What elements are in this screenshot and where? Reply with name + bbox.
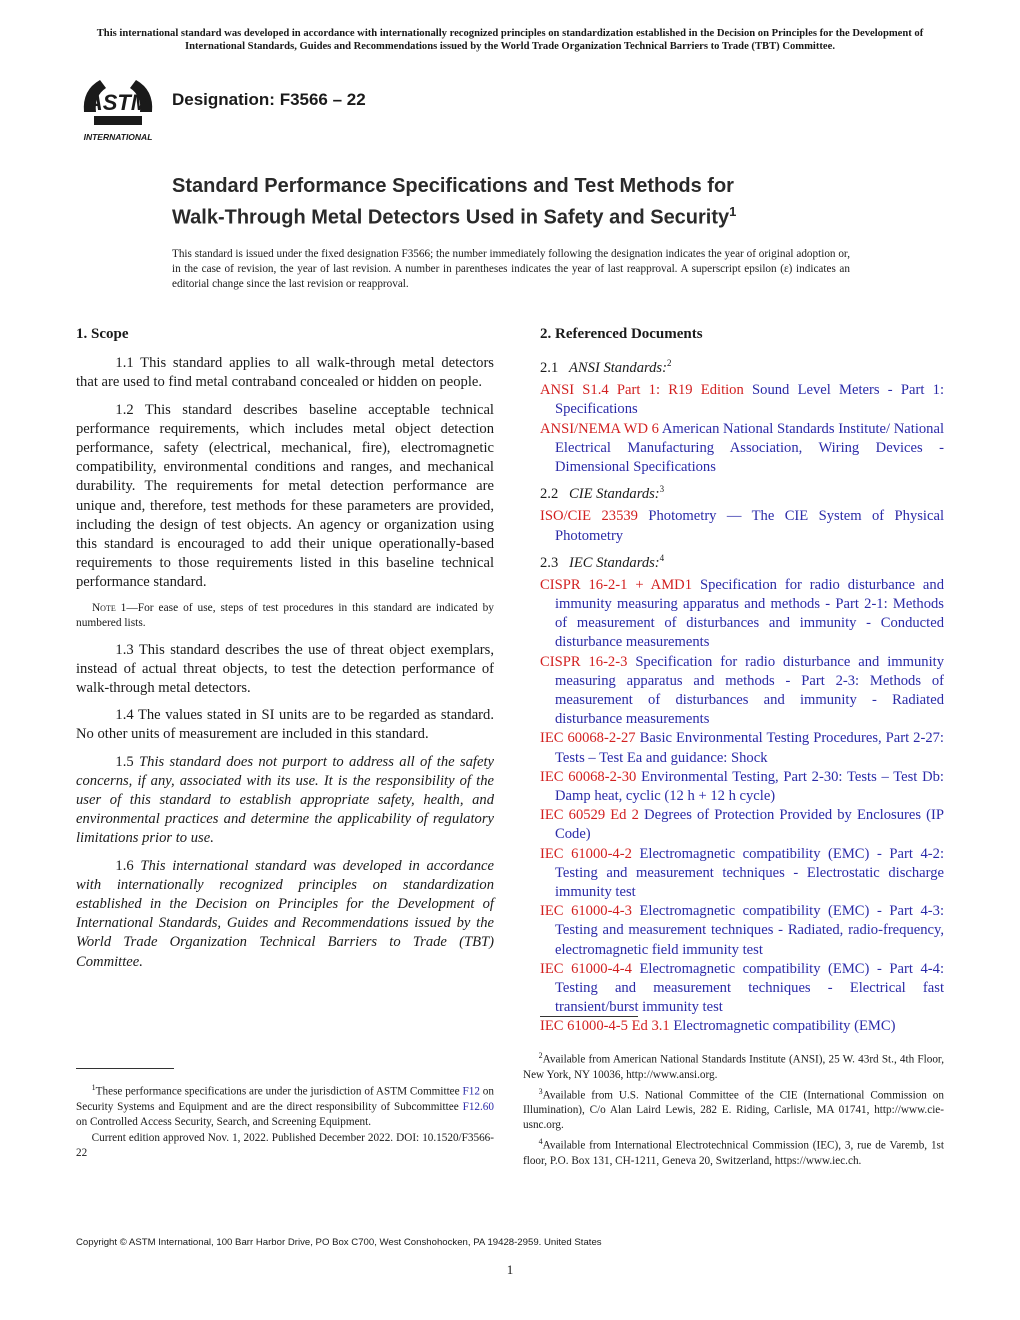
- reference-title-link[interactable]: Specification for radio disturbance and immunity measuring apparatus and methods - Part 2-3: Methods of measurement of disturbances and immunity - Radiated disturbance measurements: [555, 653, 944, 728]
- reference-title-link[interactable]: Degrees of Protection Provided by Enclosures (IP Code): [555, 807, 944, 843]
- designation: [172, 90, 366, 110]
- scope-paragraph: 1.2 This standard describes baseline acceptable technical performance requirements, which includes metal object detection performance, safety (electrical, mechanical, fire), electromagnetic compatibility, environmental conditions and ranges, and mechanical durability. The requirements for metal detection performance are unique and, therefore, test methods for these parameters are provided, including the design of test objects. An agency or organization using this standard is encouraged to add their unique operationally-based requirements to those requirements listed in this baseline technical performance standard.: [76, 401, 494, 591]
- copyright: Copyright © ASTM International, 100 Barr Harbor Drive, PO Box C700, West Conshohocken, PA 19428-2959. United States: [76, 1237, 602, 1248]
- reference-item: [540, 576, 944, 653]
- reference-item: [540, 653, 944, 730]
- reference-code-link[interactable]: ANSI/NEMA WD 6: [540, 420, 659, 437]
- reference-code-link[interactable]: ANSI S1.4 Part 1: R19 Edition: [540, 382, 744, 399]
- footnote-divider: [76, 1068, 174, 1069]
- footnote-divider: [540, 1016, 638, 1017]
- subcommittee-link[interactable]: F12.60: [462, 1100, 494, 1113]
- title-line-2: Walk-Through Metal Detectors Used in Safety and Security: [172, 206, 730, 229]
- reference-title-link[interactable]: Electromagnetic compatibility (EMC) - Part 4-3: Testing and measurement techniques - Radiated, radio-frequency, electromagnetic field immunity test: [555, 903, 944, 958]
- reference-item: [540, 729, 944, 767]
- referenced-documents-heading: 2. Referenced Documents: [540, 326, 703, 342]
- scope-paragraph: 1.5 This standard does not purport to address all of the safety concerns, if any, associated with its use. It is the responsibility of the user of this standard to establish appropriate safety, health, and environmental practices and determine the applicability of regulatory limitations prior to use.: [76, 753, 494, 847]
- top-notice: This international standard was developed in accordance with internationally recognized principles on standardization established in the Decision on Principles for the Development of International Standards, Guides and Recommendations issued by the World Trade Organization Technical Barriers to Trade (TBT) Committee.: [96, 28, 924, 52]
- designation-label: Designation:: [172, 90, 275, 109]
- reference-code-link[interactable]: CISPR 16-2-1 + AMD1: [540, 576, 693, 593]
- reference-title-link[interactable]: Specification for radio disturbance and immunity measuring apparatus and methods - Part 2-1: Methods of measurement of disturbances and immunity - Conducted disturbance measurements: [555, 576, 944, 651]
- reference-item: [540, 845, 944, 903]
- astm-logo: [76, 72, 160, 144]
- reference-item: [540, 902, 944, 960]
- committee-link[interactable]: F12: [462, 1085, 480, 1098]
- reference-title-link[interactable]: Electromagnetic compatibility (EMC) - Part 4-4: Testing and measurement techniques - Electrical fast transient/burst immunity test: [555, 960, 944, 1016]
- scope-heading: 1. Scope: [76, 326, 129, 342]
- footnote-3: $^3$Available from U.S. National Committee of the CIE (International Commission on Illumination), C/o Alan Laird Lewis, 282 E. Riding, Carlisle, MA 01741, http://www.cie-usnc.org.: [523, 1086, 944, 1132]
- reference-item: [540, 1017, 944, 1036]
- reference-item: [540, 960, 944, 1018]
- footnote-1: $^1$These performance specifications are under the jurisdiction of ASTM Committee F12 on Security Systems and Equipment and are the direct responsibility of Subcommittee F12.60 on Controlled Access Security, Search, and Screening Equipment.: [76, 1083, 494, 1128]
- reference-code-link[interactable]: IEC 61000-4-3: [540, 903, 632, 920]
- reference-code-link[interactable]: IEC 60068-2-30: [540, 768, 637, 785]
- scope-paragraph: 1.4 The values stated in SI units are to be regarded as standard. No other units of measurement are included in this standard.: [76, 707, 494, 743]
- scope-paragraph: 1.3 This standard describes the use of threat object exemplars, instead of actual threat objects, to test the detection performance of walk-through metal detectors.: [76, 641, 494, 697]
- right-column: [540, 322, 944, 1037]
- reference-code-link[interactable]: IEC 61000-4-4: [540, 960, 632, 977]
- reference-code-link[interactable]: IEC 60529 Ed 2: [540, 807, 639, 824]
- title-footnote-mark: 1: [729, 204, 737, 219]
- scope-paragraph: 1.1 This standard applies to all walk-through metal detectors that are used to find metal contraband concealed or hidden on people.: [76, 355, 494, 391]
- footnote-2: $^2$Available from American National Standards Institute (ANSI), 25 W. 43rd St., 4th Floor, New York, NY 10036, http://www.ansi.org.: [523, 1051, 944, 1081]
- reference-title-link[interactable]: American National Standards Institute/ National Electrical Manufacturing Association, Wiring Devices - Dimensional Specifications: [555, 420, 945, 476]
- page-title: [172, 174, 852, 231]
- astm-logo-caption: INTERNATIONAL: [83, 132, 153, 142]
- reference-item: [540, 768, 944, 806]
- reference-item: [540, 381, 944, 419]
- reference-title-link[interactable]: Electromagnetic compatibility (EMC): [673, 1018, 896, 1035]
- reference-code-link[interactable]: ISO/CIE 23539: [540, 508, 638, 525]
- footnote-4: $^4$Available from International Electrotechnical Commission (IEC), 3, rue de Varemb, 1st floor, P.O. Box 131, CH-1211, Geneva 20, Switzerland, https://www.iec.ch.: [523, 1137, 944, 1168]
- reference-code-link[interactable]: IEC 60068-2-27: [540, 730, 636, 747]
- reference-code-link[interactable]: CISPR 16-2-3: [540, 653, 628, 670]
- reference-item: [540, 507, 944, 545]
- reference-item: [540, 806, 944, 844]
- reference-title-link[interactable]: Sound Level Meters - Part 1: Specifications: [555, 382, 945, 418]
- note-1: Note 1—For ease of use, steps of test procedures in this standard are indicated by numbered lists.: [76, 601, 494, 629]
- reference-item: [540, 420, 944, 478]
- page-number: 1: [506, 1262, 514, 1277]
- footnotes-left: [76, 1080, 494, 1162]
- reference-title-link[interactable]: Electromagnetic compatibility (EMC) - Part 4-2: Testing and measurement techniques - Electrostatic discharge immunity test: [555, 845, 944, 901]
- reference-code-link[interactable]: IEC 61000-4-5 Ed 3.1: [540, 1018, 670, 1035]
- designation-value: F3566 – 22: [279, 90, 366, 109]
- reference-title-link[interactable]: Photometry — The CIE System of Physical Photometry: [555, 508, 944, 544]
- scope-paragraph: 1.6 This international standard was developed in accordance with internationally recognized principles on standardization established in the Decision on Principles for the Development of International Standards, Guides and Recommendations issued by the World Trade Organization Technical Barriers to Trade (TBT) Committee.: [76, 857, 494, 970]
- note-label: Note 1: [91, 601, 127, 614]
- reference-title-link[interactable]: Basic Environmental Testing Procedures, Part 2-27: Tests – Test Ea and guidance: Shock: [555, 730, 944, 766]
- reference-code-link[interactable]: IEC 61000-4-2: [540, 845, 632, 862]
- edition-note: Current edition approved Nov. 1, 2022. Published December 2022. DOI: 10.1520/F3566-22: [76, 1131, 494, 1159]
- left-column: [76, 322, 494, 980]
- issue-note: This standard is issued under the fixed designation F3566; the number immediately following the designation indicates the year of original adoption or, in the case of revision, the year of last revision. A number in parentheses indicates the year of last reapproval. A superscript epsilon (ε) indicates an editorial change since the last revision or reapproval.: [172, 248, 850, 290]
- title-line-1: Standard Performance Specifications and Test Methods for: [172, 175, 734, 197]
- iec-standards-heading: 2.3 IEC Standards:$^4$: [540, 552, 665, 571]
- cie-standards-heading: 2.2 CIE Standards:$^3$: [540, 484, 665, 503]
- footnotes-right: [523, 1048, 944, 1170]
- astm-logo-letters: ASTM: [86, 90, 150, 115]
- ansi-standards-heading: 2.1 ANSI Standards:$^2$: [540, 358, 672, 377]
- reference-title-link[interactable]: Environmental Testing, Part 2-30: Tests – Test Db: Damp heat, cyclic (12 h + 12 h cycle): [555, 768, 944, 805]
